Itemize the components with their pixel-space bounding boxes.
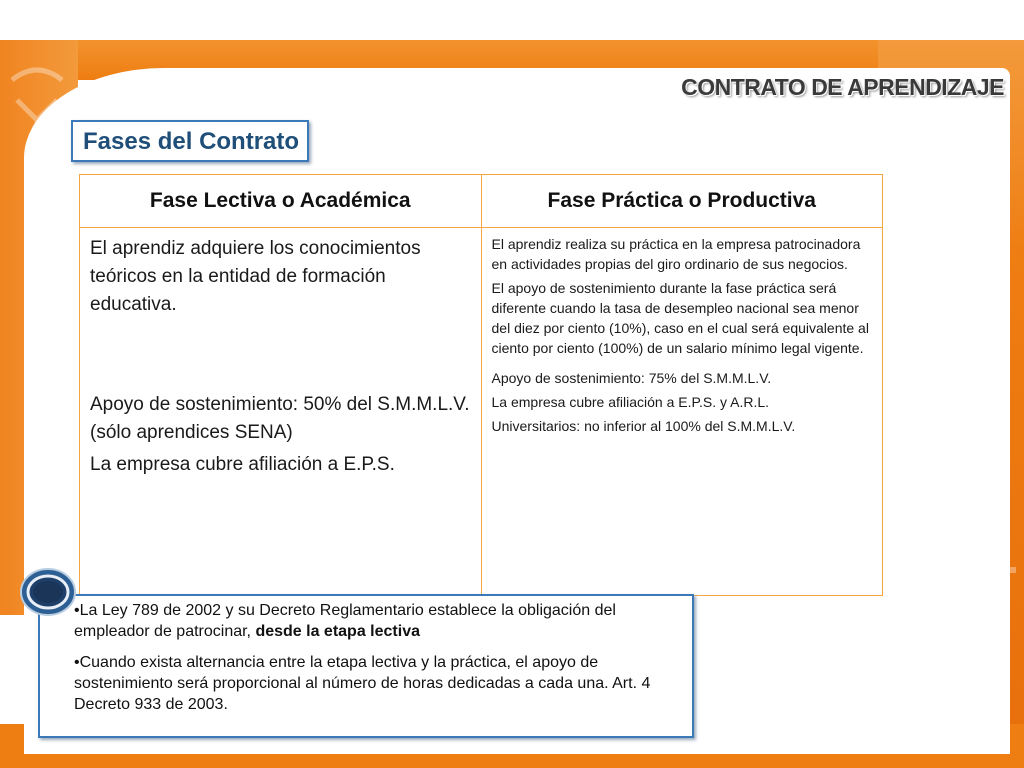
cell-practica (481, 228, 883, 596)
note-ley-789-text: •La Ley 789 de 2002 y su Decreto Reglamentario establece la obligación del empleador de patrocinar, (74, 602, 616, 640)
lectiva-support: Apoyo de sostenimiento: 50% del S.M.M.L.V. (sólo aprendices SENA) (90, 394, 470, 443)
logo-caption-line2: DE APRENDIZAJE (879, 731, 981, 743)
table-row (80, 228, 883, 596)
section-title-box (71, 120, 309, 162)
phases-table (79, 174, 883, 596)
note-ley-789 (74, 600, 680, 642)
practica-support-rule: El apoyo de sostenimiento durante la fase práctica será diferente cuando la tasa de desempleo nacional sea menor del diez por ciento (10%), caso en el cual será equivalente al ciento por ciento (100%) de un salario mínimo legal vigente. (491, 280, 869, 356)
lectiva-eps: La empresa cubre afiliación a E.P.S. (90, 454, 395, 475)
practica-description: El aprendiz realiza su práctica en la empresa patrocinadora en actividades propias del giro ordinario de sus negocios. (491, 236, 861, 272)
practica-universitarios: Universitarios: no inferior al 100% del S.M.M.L.V. (491, 418, 796, 434)
table-header-row (80, 175, 883, 228)
column-header-practica: Fase Práctica o Productiva (481, 175, 883, 228)
ring-icon (18, 566, 78, 618)
logo-caption-line1: SERVICIO NACIONAL (869, 718, 991, 730)
cell-lectiva (80, 228, 482, 596)
logo-caption (860, 718, 1000, 744)
section-title: Fases del Contrato (83, 128, 300, 155)
practica-support: Apoyo de sostenimiento: 75% del S.M.M.L.V. (491, 370, 772, 386)
column-header-lectiva: Fase Lectiva o Académica (80, 175, 482, 228)
document-header: CONTRATO DE APRENDIZAJE (681, 74, 1004, 100)
notes-box (38, 594, 694, 738)
note-alternancia: •Cuando exista alternancia entre la etapa lectiva y la práctica, el apoyo de sostenimiento será proporcional al número de horas dedicadas a cada una. Art. 4 Decreto 933 de 2003. (74, 654, 651, 713)
lectiva-description: El aprendiz adquiere los conocimientos teóricos en la entidad de formación educativa. (90, 238, 421, 315)
practica-eps-arl: La empresa cubre afiliación a E.P.S. y A.R.L. (491, 394, 770, 410)
logo-wordmark: SENA (897, 647, 965, 674)
note-ley-789-bold: desde la etapa lectiva (255, 623, 420, 640)
